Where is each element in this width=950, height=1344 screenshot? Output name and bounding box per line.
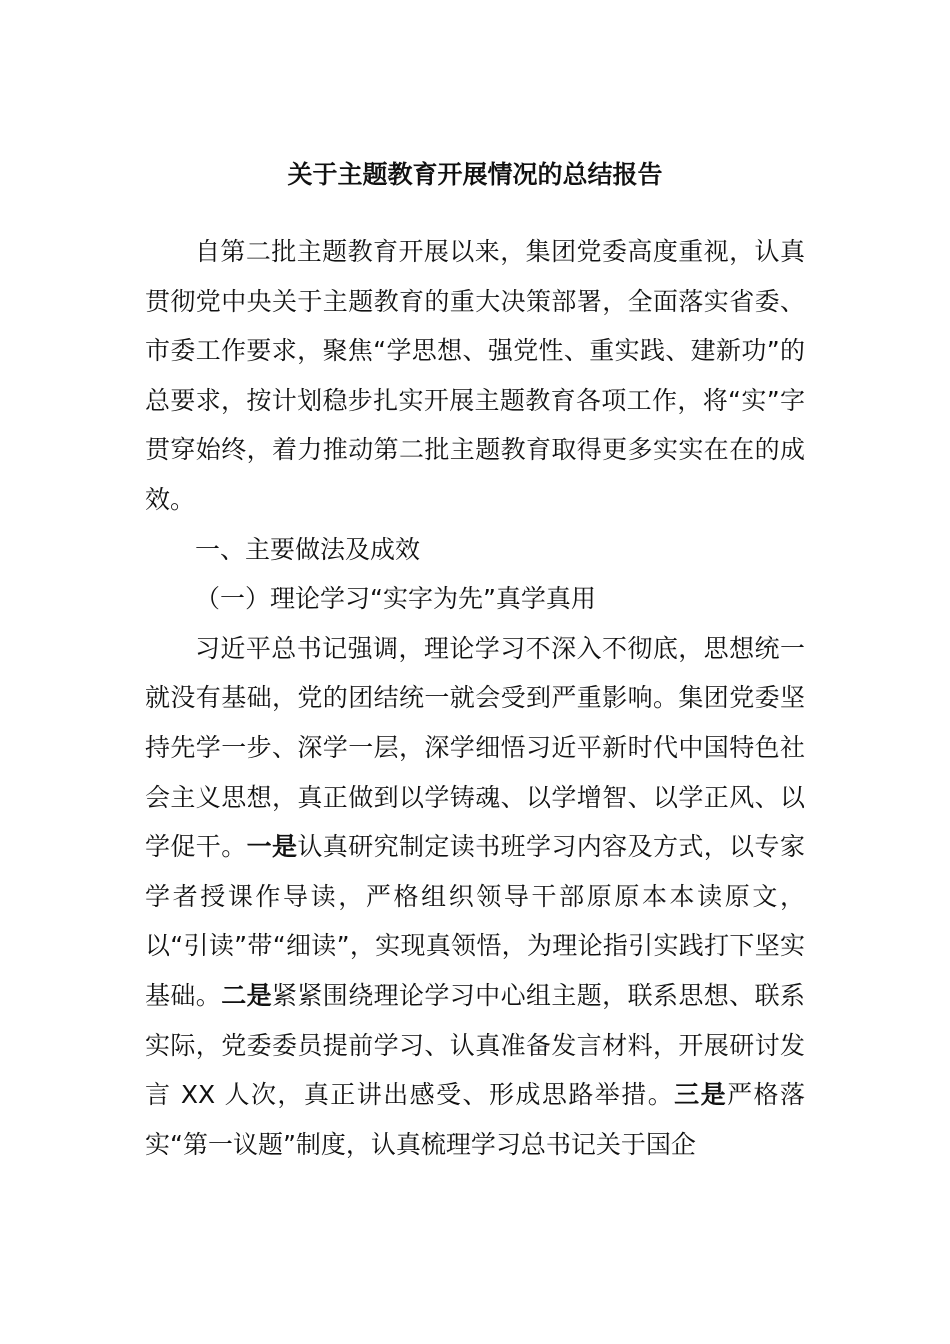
point-text-3: 严格落实“第一议题”制度，认真梳理学习总书记关于国企 — [145, 1080, 805, 1159]
point-marker-3: 三是 — [674, 1080, 728, 1110]
point-marker-1: 一是 — [246, 832, 298, 862]
paragraph-lead-text: 习近平总书记强调，理论学习不深入不彻底，思想统一就没有基础，党的团结统一就会受到严重影响。集团党委坚持先学一步、深学一层，深学细悟习近平新时代中国特色社会主义思想，真正做到以学铸魂、以学增智、以学正风、以学促干。 — [145, 633, 805, 862]
intro-paragraph: 自第二批主题教育开展以来，集团党委高度重视，认真贯彻党中央关于主题教育的重大决策部署，全面落实省委、市委工作要求，聚焦“学思想、强党性、重实践、建新功”的总要求，按计划稳步扎实开展主题教育各项工作，将“实”字贯穿始终，着力推动第二批主题教育取得更多实实在在的成效。 — [145, 237, 805, 514]
point-marker-2: 二是 — [221, 980, 272, 1010]
point-text-1: 认真研究制定读书班学习内容及方式，以专家学者授课作导读，严格组织领导干部原原本本读原文，以“引读”带“细读”，实现真领悟，为理论指引实践打下坚实基础。 — [145, 832, 805, 1010]
document-body — [145, 227, 805, 1169]
body-paragraph — [145, 624, 805, 1170]
section-heading: 一、主要做法及成效 — [195, 534, 421, 564]
subsection-heading: （一）理论学习“实字为先”真学真用 — [195, 584, 596, 614]
point-text-2: 紧紧围绕理论学习中心组主题，联系思想、联系实际，党委委员提前学习、认真准备发言材料，开展研讨发言 XX 人次，真正讲出感受、形成思路举措。 — [145, 980, 805, 1110]
document-title: 关于主题教育开展情况的总结报告 — [287, 160, 663, 189]
